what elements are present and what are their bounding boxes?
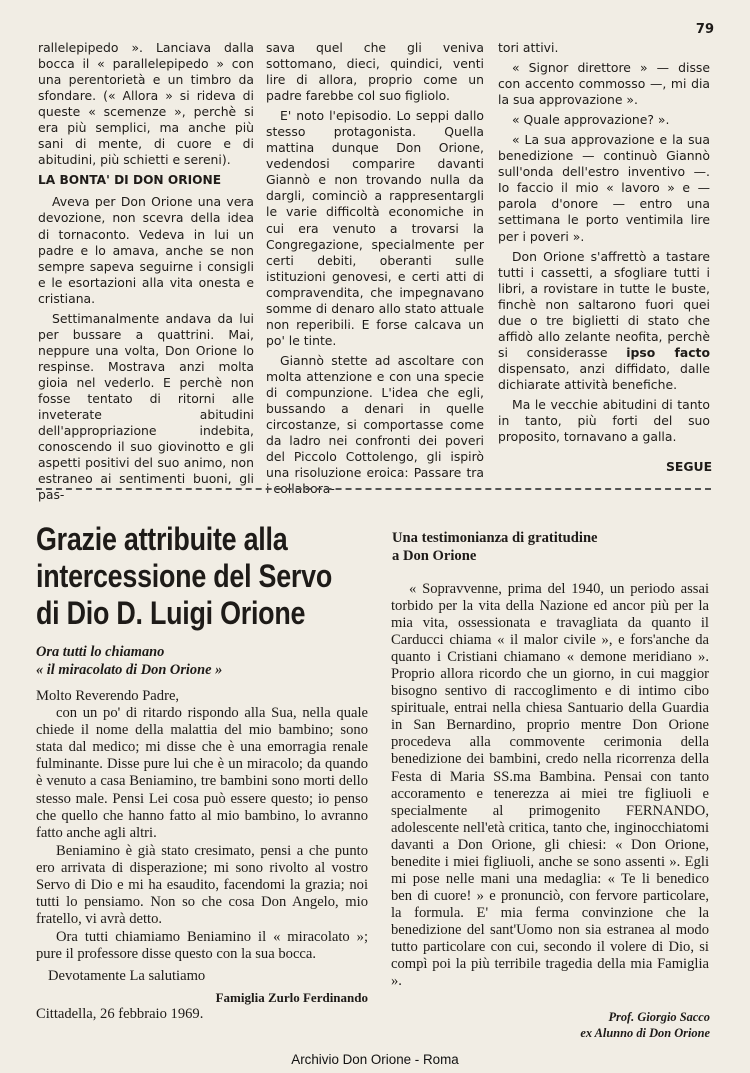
title-line: Grazie attribuite alla bbox=[36, 521, 288, 557]
subtitle-line: Ora tutti lo chiamano bbox=[36, 644, 165, 660]
bold-term: ipso facto bbox=[626, 344, 710, 360]
title-line: intercessione del Servo bbox=[36, 558, 332, 594]
column-2 bbox=[266, 40, 484, 497]
text-run: Don Orione s'affrettò a tastare tutti i cassetti, a sfogliare tutti i libri, a rovistare in tutte le buste, finchè non saltarono fuori quei due o tre biglietti di stato che affidò allo zelante neofita, perchè si considerasse bbox=[498, 248, 710, 360]
paragraph: Giannò stette ad ascoltare con molta attenzione e con una specie di compunzione. L'idea che egli, bussando a denari in quelle circostanze, si comportasse come da ladro nei confronti dei poveri del Piccolo Cottolengo, gli ispirò una risoluzione eroica: Passare tra i collabora- bbox=[266, 352, 484, 497]
paragraph bbox=[498, 249, 710, 393]
subtitle-line: « il miracolato di Don Orione » bbox=[36, 662, 223, 678]
place-date: Cittadella, 26 febbraio 1969. bbox=[36, 1005, 204, 1022]
paragraph: E' noto l'episodio. Lo seppi dallo stesso protagonista. Quella mattina dunque Don Orione, vedendosi comparire davanti Giannò e non trovando nulla da dargli, cominciò a rappresentargli le varie difficoltà economiche in cui era venuto a trovarsi la Congregazione, specialmente per certi debiti, oberanti sulle istituzioni genovesi, e certi atti di compravendita, che impegnavano somme di denaro allo stato attuale non reperibili. E forse calcava un po' le tinte. bbox=[266, 108, 484, 348]
closing: Devotamente La salutiamo bbox=[48, 967, 206, 984]
section-divider bbox=[36, 488, 711, 490]
letter-body bbox=[36, 688, 368, 1048]
letter-signature: Famiglia Zurlo Ferdinando bbox=[215, 989, 368, 1005]
title-line: a Don Orione bbox=[392, 547, 477, 564]
paragraph: « Quale approvazione? ». bbox=[512, 112, 670, 128]
paragraph: rallelepipedo ». Lanciava dalla bocca il « parallelepipedo » con una perentorietà e un timbro da sfondare. (« Allora » si rideva di queste « scemenze », perchè si era più semplici, ma anche più sani di mente, di cuore e di abitudini, più schietti e sereni). bbox=[38, 40, 254, 168]
article-title bbox=[36, 521, 332, 632]
paragraph: tori attivi. bbox=[498, 40, 559, 55]
column-3 bbox=[498, 40, 710, 460]
paragraph: sava quel che gli veniva sottomano, dieci, quindici, venti lire di allora, proprio come un padre farebbe col suo figliolo. bbox=[266, 40, 484, 104]
paragraph: Settimanalmente andava da lui per bussare a quattrini. Mai, neppure una volta, Don Orione lo respinse. Mostrava anzi molta gioia nel vederlo. E perchè non fosse tentato di ritorni alle inveterate abitudini dell'appropriazione indebita, conoscendo il suo giovinotto e gli aspetti positivi del suo animo, non estraneo ai sentimenti buoni, gli pas- bbox=[38, 310, 254, 503]
paragraph: Beniamino è già stato cresimato, pensi a che punto ero arrivata di disperazione; mi sono rivolto al vostro Servo di Dio e mi ha esaudito, facendomi la grazia; noi tutti lo pensiamo. Non so che cosa Don Angelo, mio fratello, vi avrà detto. bbox=[36, 842, 368, 928]
signature-line: ex Alunno di Don Orione bbox=[580, 1026, 710, 1040]
signature-line: Prof. Giorgio Sacco bbox=[608, 1010, 710, 1024]
paragraph: Ma le vecchie abitudini di tanto in tanto, più forti del suo proposito, tornavano a galla. bbox=[498, 396, 710, 445]
column-1 bbox=[38, 40, 254, 503]
section-heading: LA BONTA' DI DON ORIONE bbox=[38, 173, 222, 188]
text-run: dispensato, anzi diffidato, dalle dichiarate attività benefiche. bbox=[498, 360, 710, 392]
paragraph: con un po' di ritardo rispondo alla Sua, nella quale chiede il nome della malattia del mio bambino; sono stata dal medico; mi disse che è una emorragia renale fulminante. Disse pure lui che è un miracolo; da quando è venuto a casa Beniamino, tre bambini sono morti dello stesso male. Pensi Lei cosa può essere questo; io penso che quello che hanno fatto al mio bambino, lo avranno fatto anche agli altri. bbox=[36, 705, 368, 841]
testimony-title bbox=[392, 530, 692, 565]
archive-footer: Archivio Don Orione - Roma bbox=[291, 1052, 459, 1067]
title-line: di Dio D. Luigi Orione bbox=[36, 595, 306, 631]
paragraph: Aveva per Don Orione una vera devozione, non scevra della idea di tornaconto. Vedeva in lui un padre e lo amava, anche se non sempre sapeva seguirne i consigli e le esortazioni alla vita onesta e cristiana. bbox=[38, 194, 254, 306]
salutation: Molto Reverendo Padre, bbox=[36, 688, 180, 704]
paragraph: « Signor direttore » — disse con accento commosso —, mi dia la sua approvazione ». bbox=[498, 60, 710, 108]
testimony-signature bbox=[500, 1009, 710, 1041]
testimony-text: « Sopravvenne, prima del 1940, un periodo assai torbido per la vita della Nazione ed ancor più per la mia vita, ossessionata e travagliata da quanto il Carducci chiama « il malor civile », e fors'anche da quanto i Cristiani chiamano « demone meridiano ». Proprio allora ricordo che un giorno, in cui maggior bisogno sentivo di raccoglimento e di intimo cibo spirituale, entrai nella chiesa Santuario della Guardia in San Bernardino, proprio mentre Don Orione procedeva alla commovente cerimonia della benedizione dei bambini, credo nella ricorrenza della Festa di Maria SS.ma Bambina. Pensai con tanto accoramento e tenerezza ai miei tre figliuoli e specialmente al primogenito FERNANDO, adolescente nell'età critica, tanto che, inginocchiatomi davanti a Don Orione, gli chiesi: « Don Orione, benedite i miei figliuoli, anche se sono assenti ». Egli mi pose nelle mani una medaglia: « Te li benedico ben di cuore! » e pronunciò, con fervore particolare, la formula. E' mia ferma convinzione che la benedizione del sant'Uomo non sia estranea al modo tutto particolare con cui, secondo il volere di Dio, si compì poi la più terribile tragedia della mia Famiglia ». bbox=[391, 581, 709, 990]
page-number: 79 bbox=[695, 22, 714, 37]
paragraph: « La sua approvazione e la sua benedizione — continuò Giannò sull'onda dell'estro inventivo —. Io faccio il mio « lavoro » e — parola d'onore — entro una settimana le porto ventimila lire per i poveri ». bbox=[498, 132, 710, 244]
continued-label: SEGUE bbox=[666, 459, 713, 474]
article-subtitle bbox=[36, 643, 366, 679]
paragraph: Ora tutti chiamiamo Beniamino il « miracolato »; pure il professore disse questo con la sua bocca. bbox=[36, 929, 368, 963]
title-line: Una testimonianza di gratitudine bbox=[392, 530, 598, 546]
